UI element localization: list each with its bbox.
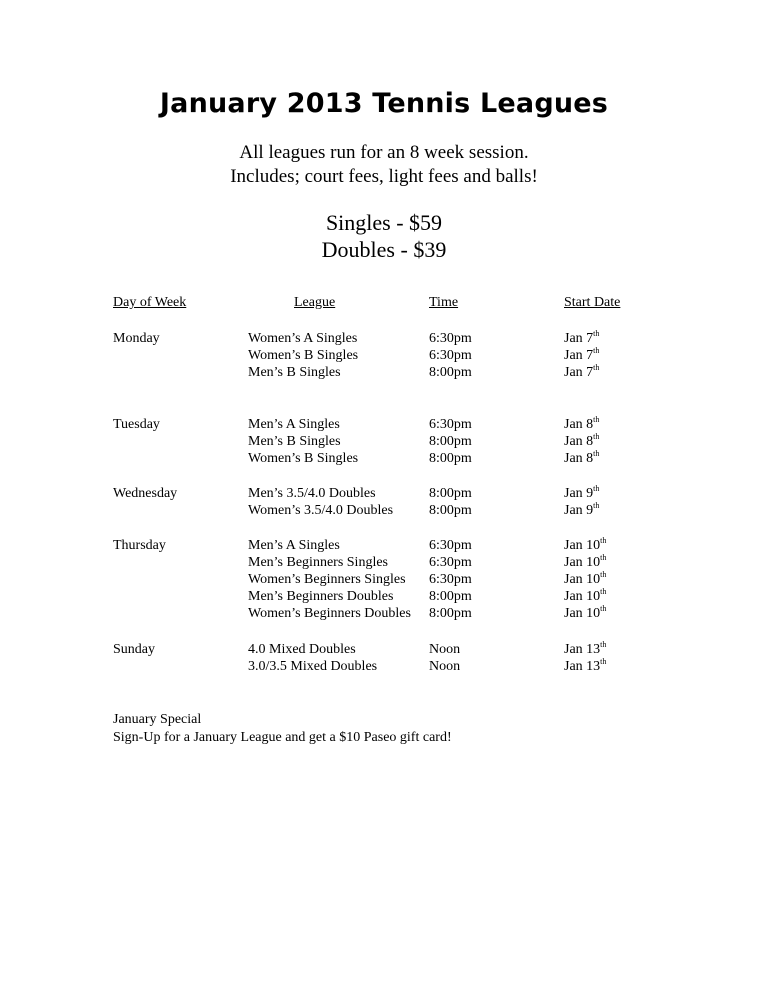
table-row [0,364,768,381]
header-day: Day of Week [113,295,187,310]
row-date-suffix: th [593,501,600,510]
table-row [0,330,768,347]
table-header [0,295,768,313]
row-time: 6:30pm [429,572,472,587]
row-start-date [564,433,599,450]
table-row [0,537,768,554]
table-row [0,641,768,658]
row-league: Men’s 3.5/4.0 Doubles [248,486,376,501]
table-row [0,450,768,467]
intro-text [0,141,768,189]
row-time: 8:00pm [429,365,472,380]
row-start-date [564,364,599,381]
row-start-date [564,416,599,433]
header-league: League [294,295,336,310]
row-date-suffix: th [600,553,607,562]
header-start-date: Start Date [564,295,621,310]
singles-price: Singles - $59 [325,210,443,235]
row-date-suffix: th [593,432,600,441]
row-date-suffix: th [600,604,607,613]
row-date-text: Jan 13 [564,659,601,674]
row-date-text: Jan 7 [564,365,594,380]
row-date-text: Jan 9 [564,503,594,518]
row-league: Women’s 3.5/4.0 Doubles [248,503,394,518]
row-league: Women’s A Singles [248,331,358,346]
table-row [0,347,768,364]
row-date-text: Jan 8 [564,417,594,432]
row-date-text: Jan 10 [564,589,601,604]
row-time: 8:00pm [429,434,472,449]
table-row [0,433,768,450]
row-date-text: Jan 9 [564,486,594,501]
row-date-text: Jan 8 [564,434,594,449]
row-date-suffix: th [593,346,600,355]
row-start-date [564,605,606,622]
row-start-date [564,588,606,605]
row-day: Tuesday [113,417,160,432]
prices-block [0,209,768,263]
row-league: Men’s Beginners Doubles [248,589,394,604]
row-date-suffix: th [593,449,600,458]
table-row [0,588,768,605]
row-league: Women’s Beginners Singles [248,572,406,587]
table-row [0,554,768,571]
row-day: Wednesday [113,486,178,501]
row-league: Men’s B Singles [248,365,341,380]
row-start-date [564,554,606,571]
table-row [0,658,768,675]
row-league: Men’s A Singles [248,538,340,553]
table-row [0,571,768,588]
row-time: 8:00pm [429,451,472,466]
row-time: 8:00pm [429,503,472,518]
row-date-text: Jan 7 [564,348,594,363]
row-day: Thursday [113,538,166,553]
row-league: Men’s Beginners Singles [248,555,388,570]
table-row [0,485,768,502]
row-league: Women’s B Singles [248,348,359,363]
row-league: Women’s B Singles [248,451,359,466]
table-row [0,605,768,622]
row-league: Men’s B Singles [248,434,341,449]
table-row [0,416,768,433]
row-time: 6:30pm [429,538,472,553]
row-date-suffix: th [600,640,607,649]
row-time: 8:00pm [429,486,472,501]
row-league: Men’s A Singles [248,417,340,432]
row-date-text: Jan 10 [564,606,601,621]
row-league: 4.0 Mixed Doubles [248,642,356,657]
row-day: Monday [113,331,160,346]
row-time: Noon [429,659,461,674]
row-date-suffix: th [593,484,600,493]
row-date-text: Jan 10 [564,572,601,587]
row-date-suffix: th [593,329,600,338]
row-date-suffix: th [600,657,607,666]
table-row [0,502,768,519]
row-start-date [564,571,606,588]
row-date-text: Jan 7 [564,331,594,346]
row-date-suffix: th [593,415,600,424]
intro-line-2: Includes; court fees, light fees and balls! [230,166,538,187]
row-date-suffix: th [600,536,607,545]
row-time: 8:00pm [429,589,472,604]
row-league: Women’s Beginners Doubles [248,606,411,621]
special-text: Sign-Up for a January League and get a $10 Paseo gift card! [113,730,452,745]
row-start-date [564,537,606,554]
doubles-price: Doubles - $39 [321,237,447,262]
row-start-date [564,347,599,364]
row-time: 8:00pm [429,606,472,621]
row-date-text: Jan 10 [564,538,601,553]
row-time: 6:30pm [429,417,472,432]
row-time: 6:30pm [429,331,472,346]
row-start-date [564,330,599,347]
row-start-date [564,450,599,467]
row-start-date [564,485,599,502]
page-title: January 2013 Tennis Leagues [159,88,609,119]
row-start-date [564,658,606,675]
special-heading: January Special [113,712,202,727]
row-time: 6:30pm [429,348,472,363]
header-time: Time [429,295,459,310]
row-date-text: Jan 13 [564,642,601,657]
row-date-suffix: th [600,570,607,579]
row-date-suffix: th [593,363,600,372]
row-date-text: Jan 8 [564,451,594,466]
january-special [113,711,452,747]
row-start-date [564,502,599,519]
row-date-text: Jan 10 [564,555,601,570]
row-date-suffix: th [600,587,607,596]
intro-line-1: All leagues run for an 8 week session. [239,142,529,163]
row-time: Noon [429,642,461,657]
row-league: 3.0/3.5 Mixed Doubles [248,659,378,674]
row-day: Sunday [113,642,155,657]
row-time: 6:30pm [429,555,472,570]
row-start-date [564,641,606,658]
